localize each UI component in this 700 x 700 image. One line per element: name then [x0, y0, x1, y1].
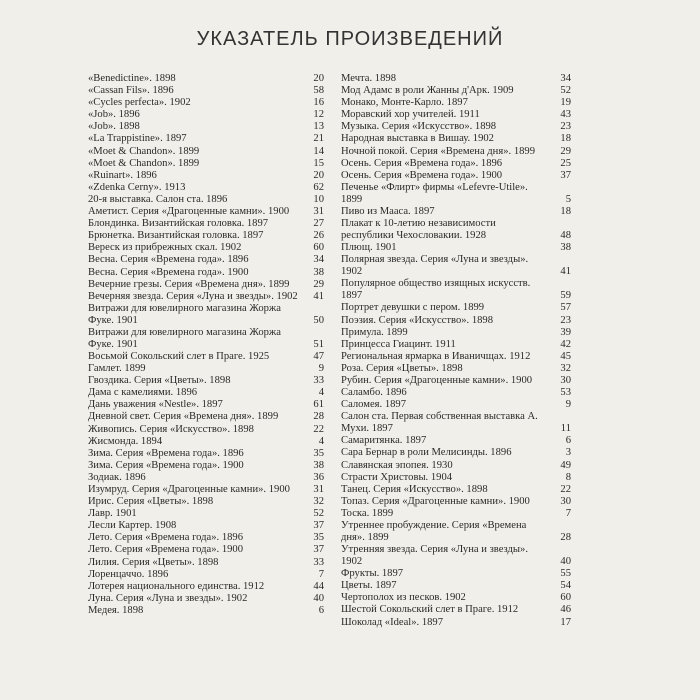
entry-page-number: 16: [313, 97, 324, 109]
entry-title: Полярная звезда. Серия «Луна и звезды». 1902: [341, 254, 529, 278]
index-entry: [341, 133, 571, 145]
index-entry: [341, 158, 571, 170]
entry-page-number: 6: [318, 604, 324, 616]
entry-title: Жисмонда. 1894: [88, 435, 163, 447]
entry-page-number: 58: [313, 85, 324, 97]
index-entry: [88, 267, 324, 279]
entry-page-number: 40: [313, 592, 324, 604]
index-entry: [341, 146, 571, 158]
index-column-right: [341, 73, 571, 629]
entry-page-number: 23: [560, 121, 571, 133]
entry-page-number: 22: [560, 483, 571, 495]
entry-page-number: 48: [560, 230, 571, 242]
entry-title: Плакат к 10-летию независимости республики Чехословакии. 1928: [341, 218, 496, 242]
entry-title: Дневной свет. Серия «Времена дня». 1899: [88, 411, 279, 423]
entry-title: Цветы. 1897: [341, 580, 397, 592]
index-entry: [341, 170, 571, 182]
entry-title: Сара Бернар в роли Мелисинды. 1896: [341, 447, 512, 459]
entry-title: Мод Адамс в роли Жанны д'Арк. 1909: [341, 85, 514, 97]
entry-title: Страсти Христовы. 1904: [341, 471, 453, 483]
entry-page-number: 46: [560, 604, 571, 616]
index-entry: [341, 351, 571, 363]
index-entry: [341, 327, 571, 339]
index-entry: [341, 399, 571, 411]
entry-page-number: 11: [560, 423, 571, 435]
entry-title: 20-я выставка. Салон ста. 1896: [88, 193, 228, 205]
entry-title: Лето. Серия «Времена года». 1900: [88, 544, 244, 556]
entry-title: Дань уважения «Nestle». 1897: [88, 399, 223, 411]
entry-page-number: 47: [313, 350, 324, 362]
entry-page-number: 26: [313, 230, 324, 242]
entry-page-number: 17: [560, 616, 571, 628]
entry-title: Дама с камелиями. 1896: [88, 387, 198, 399]
entry-title: Моравский хор учителей. 1911: [341, 109, 480, 121]
entry-title: Весна. Серия «Времена года». 1896: [88, 254, 249, 266]
entry-title: Салон ста. Первая собственная выставка А. Мухи. 1897: [341, 411, 538, 435]
index-entry: [341, 339, 571, 351]
entry-page-number: 30: [560, 495, 571, 507]
entry-page-number: 40: [560, 556, 571, 568]
entry-title: Вереск из прибрежных скал. 1902: [88, 242, 242, 254]
entry-page-number: 4: [318, 387, 324, 399]
entry-title: Музыка. Серия «Искусство». 1898: [341, 121, 497, 133]
entry-title: Осень. Серия «Времена года». 1900: [341, 169, 503, 181]
entry-title: «Cycles perfecta». 1902: [88, 97, 191, 109]
entry-title: Аметист. Серия «Драгоценные камни». 1900: [88, 206, 290, 218]
entry-page-number: 13: [313, 121, 324, 133]
entry-page-number: 7: [565, 507, 571, 519]
entry-page-number: 25: [560, 157, 571, 169]
index-entry: [88, 569, 324, 581]
entry-title: Саламбо. 1896: [341, 387, 407, 399]
index-entry: [341, 97, 571, 109]
index-entry: [88, 109, 324, 121]
entry-title: Самаритянка. 1897: [341, 435, 427, 447]
entry-page-number: 42: [560, 338, 571, 350]
entry-page-number: 5: [565, 193, 571, 205]
entry-page-number: 19: [560, 97, 571, 109]
entry-page-number: 41: [560, 266, 571, 278]
entry-title: «Job». 1896: [88, 109, 140, 121]
entry-title: Зодиак. 1896: [88, 471, 146, 483]
entry-title: Шоколад «Ideal». 1897: [341, 616, 444, 628]
entry-title: Саломея. 1897: [341, 399, 407, 411]
entry-title: Славянская эпопея. 1930: [341, 459, 453, 471]
entry-title: Восьмой Сокольский слет в Праге. 1925: [88, 350, 270, 362]
index-entry: [341, 387, 571, 399]
entry-title: Витражи для ювелирного магазина Жоржа Фуке. 1901: [88, 326, 281, 350]
entry-page-number: 35: [313, 532, 324, 544]
index-entry: [341, 508, 571, 520]
index-entry: [88, 363, 324, 375]
entry-page-number: 20: [313, 73, 324, 84]
index-entry: [88, 532, 324, 544]
entry-page-number: 38: [560, 242, 571, 254]
entry-page-number: 52: [560, 85, 571, 97]
index-entry: [341, 218, 571, 242]
entry-page-number: 21: [313, 133, 324, 145]
index-entry: [88, 375, 324, 387]
entry-title: Печенье «Флирт» фирмы «Lefevre-Utile». 1899: [341, 181, 528, 205]
entry-page-number: 41: [313, 290, 324, 302]
entry-title: Пиво из Мааса. 1897: [341, 205, 435, 217]
entry-page-number: 37: [560, 169, 571, 181]
entry-page-number: 45: [560, 350, 571, 362]
index-entry: [341, 496, 571, 508]
entry-page-number: 35: [313, 447, 324, 459]
entry-title: Вечерняя звезда. Серия «Луна и звезды». 1902: [88, 290, 298, 302]
entry-title: «Cassan Fils». 1896: [88, 85, 174, 97]
entry-title: «Ruinart». 1896: [88, 169, 157, 181]
entry-title: Танец. Серия «Искусство». 1898: [341, 483, 488, 495]
entry-page-number: 18: [560, 205, 571, 217]
index-entry: [341, 302, 571, 314]
index-entry: [88, 411, 324, 423]
entry-title: Шестой Сокольский слет в Праге. 1912: [341, 604, 519, 616]
entry-title: Фрукты. 1897: [341, 568, 404, 580]
index-entry: [88, 508, 324, 520]
index-entry: [341, 109, 571, 121]
entry-title: Чертополох из песков. 1902: [341, 592, 466, 604]
entry-page-number: 32: [560, 362, 571, 374]
entry-page-number: 4: [318, 435, 324, 447]
entry-page-number: 28: [560, 532, 571, 543]
entry-page-number: 7: [318, 568, 324, 580]
index-entry: [88, 544, 324, 556]
index-entry: [341, 484, 571, 496]
index-entry: [88, 496, 324, 508]
index-entry: [88, 194, 324, 206]
entry-page-number: 27: [313, 218, 324, 230]
entry-title: Поэзия. Серия «Искусство». 1898: [341, 314, 494, 326]
entry-title: Ирис. Серия «Цветы». 1898: [88, 496, 214, 508]
entry-page-number: 37: [313, 520, 324, 532]
index-entry: [341, 544, 571, 568]
index-entry: [341, 73, 571, 85]
entry-title: Принцесса Гиацинт. 1911: [341, 338, 456, 350]
entry-title: Медея. 1898: [88, 604, 144, 616]
index-entry: [88, 448, 324, 460]
index-entry: [341, 580, 571, 592]
index-entry: [341, 121, 571, 133]
entry-page-number: 31: [313, 206, 324, 218]
index-entry: [341, 278, 571, 302]
entry-title: Плющ. 1901: [341, 242, 397, 254]
index-entry: [88, 170, 324, 182]
entry-page-number: 34: [313, 254, 324, 266]
index-entry: [341, 182, 571, 206]
entry-title: «La Trappistine». 1897: [88, 133, 187, 145]
entry-page-number: 15: [313, 157, 324, 169]
index-entry: [88, 605, 324, 617]
entry-page-number: 49: [560, 459, 571, 471]
entry-page-number: 37: [313, 544, 324, 556]
index-column-left: [88, 73, 324, 617]
index-entry: [341, 447, 571, 459]
entry-title: Витражи для ювелирного магазина Жоржа Фуке. 1901: [88, 302, 281, 326]
index-entry: [341, 472, 571, 484]
entry-title: Гвоздика. Серия «Цветы». 1898: [88, 375, 231, 387]
entry-title: Лоренцаччо. 1896: [88, 568, 169, 580]
index-entry: [88, 73, 324, 85]
entry-title: «Benedictine». 1898: [88, 73, 176, 84]
entry-page-number: 55: [560, 568, 571, 580]
entry-page-number: 32: [313, 496, 324, 508]
entry-page-number: 38: [313, 459, 324, 471]
entry-title: Популярное общество изящных искусств. 1897: [341, 278, 531, 302]
entry-page-number: 22: [313, 423, 324, 435]
entry-page-number: 33: [313, 556, 324, 568]
entry-page-number: 9: [318, 363, 324, 375]
entry-title: Живопись. Серия «Искусство». 1898: [88, 423, 254, 435]
index-entry: [341, 254, 571, 278]
entry-title: Лето. Серия «Времена года». 1896: [88, 532, 244, 544]
entry-page-number: 50: [313, 314, 324, 326]
index-entry: [341, 592, 571, 604]
index-entry: [341, 375, 571, 387]
index-entry: [88, 182, 324, 194]
entry-title: Осень. Серия «Времена года». 1896: [341, 157, 503, 169]
index-entry: [88, 206, 324, 218]
entry-title: Луна. Серия «Луна и звезды». 1902: [88, 592, 248, 604]
index-entry: [88, 520, 324, 532]
index-entry: [88, 158, 324, 170]
entry-title: Вечерние грезы. Серия «Времена дня». 1899: [88, 278, 290, 290]
index-entry: [341, 460, 571, 472]
entry-page-number: 38: [313, 266, 324, 278]
index-entry: [88, 581, 324, 593]
entry-title: Лотерея национального единства. 1912: [88, 580, 265, 592]
entry-page-number: 60: [313, 242, 324, 254]
entry-title: Тоска. 1899: [341, 507, 394, 519]
index-entry: [88, 327, 324, 351]
index-entry: [88, 85, 324, 97]
entry-page-number: 53: [560, 387, 571, 399]
index-entry: [341, 242, 571, 254]
index-entry: [88, 121, 324, 133]
index-entry: [341, 206, 571, 218]
index-entry: [88, 593, 324, 605]
entry-page-number: 60: [560, 592, 571, 604]
index-entry: [88, 436, 324, 448]
entry-title: Брюнетка. Византийская головка. 1897: [88, 230, 264, 242]
index-entry: [341, 435, 571, 447]
entry-page-number: 30: [560, 374, 571, 386]
entry-title: Топаз. Серия «Драгоценные камни». 1900: [341, 495, 530, 507]
entry-page-number: 20: [313, 169, 324, 181]
entry-title: Зима. Серия «Времена года». 1896: [88, 447, 244, 459]
index-entry: [88, 230, 324, 242]
index-entry: [88, 218, 324, 230]
entry-title: Ночной покой. Серия «Времена дня». 1899: [341, 145, 536, 157]
entry-page-number: 62: [313, 181, 324, 193]
index-entry: [88, 387, 324, 399]
index-entry: [88, 254, 324, 266]
index-entry: [341, 617, 571, 629]
entry-title: Рубин. Серия «Драгоценные камни». 1900: [341, 374, 533, 386]
entry-page-number: 12: [313, 109, 324, 121]
index-entry: [88, 460, 324, 472]
index-entry: [88, 424, 324, 436]
entry-page-number: 44: [313, 580, 324, 592]
index-entry: [341, 568, 571, 580]
index-entry: [341, 315, 571, 327]
entry-page-number: 8: [565, 471, 571, 483]
entry-page-number: 36: [313, 471, 324, 483]
entry-title: Изумруд. Серия «Драгоценные камни». 1900: [88, 484, 290, 495]
index-entry: [88, 484, 324, 496]
entry-title: Роза. Серия «Цветы». 1898: [341, 362, 463, 374]
entry-title: Монако, Монте-Карло. 1897: [341, 97, 468, 109]
entry-title: Весна. Серия «Времена года». 1900: [88, 266, 249, 278]
entry-title: Портрет девушки с пером. 1899: [341, 302, 485, 314]
entry-title: Блондинка. Византийская головка. 1897: [88, 218, 269, 230]
index-entry: [88, 399, 324, 411]
entry-page-number: 39: [560, 326, 571, 338]
entry-page-number: 18: [560, 133, 571, 145]
entry-title: Утренняя звезда. Серия «Луна и звезды». 1902: [341, 544, 528, 568]
entry-title: Мечта. 1898: [341, 73, 396, 84]
index-entry: [341, 85, 571, 97]
entry-title: Лесли Картер. 1908: [88, 520, 177, 532]
entry-title: Зима. Серия «Времена года». 1900: [88, 459, 244, 471]
index-entry: [88, 557, 324, 569]
entry-page-number: 9: [565, 399, 571, 411]
index-entry: [88, 351, 324, 363]
index-entry: [341, 520, 571, 544]
index-entry: [88, 279, 324, 291]
entry-page-number: 54: [560, 580, 571, 592]
entry-title: Народная выставка в Вишау. 1902: [341, 133, 494, 145]
index-entry: [88, 303, 324, 327]
entry-page-number: 51: [313, 338, 324, 350]
entry-title: Утреннее пробуждение. Серия «Времена дня». 1899: [341, 520, 527, 543]
entry-page-number: 61: [313, 399, 324, 411]
entry-title: Лавр. 1901: [88, 508, 137, 520]
entry-page-number: 28: [313, 411, 324, 423]
entry-title: Гамлет. 1899: [88, 363, 146, 375]
index-entry: [341, 604, 571, 616]
entry-page-number: 31: [313, 484, 324, 495]
entry-page-number: 23: [560, 314, 571, 326]
entry-page-number: 29: [313, 278, 324, 290]
entry-title: Лилия. Серия «Цветы». 1898: [88, 556, 219, 568]
entry-page-number: 43: [560, 109, 571, 121]
entry-page-number: 34: [560, 73, 571, 84]
entry-page-number: 10: [313, 193, 324, 205]
entry-page-number: 59: [560, 290, 571, 302]
index-entry: [341, 363, 571, 375]
entry-title: Примула. 1899: [341, 326, 408, 338]
entry-page-number: 14: [313, 145, 324, 157]
entry-page-number: 29: [560, 145, 571, 157]
index-entry: [88, 146, 324, 158]
entry-page-number: 52: [313, 508, 324, 520]
entry-title: «Job». 1898: [88, 121, 140, 133]
index-entry: [341, 411, 571, 435]
index-entry: [88, 472, 324, 484]
entry-page-number: 3: [565, 447, 571, 459]
page-title: УКАЗАТЕЛЬ ПРОИЗВЕДЕНИЙ: [196, 28, 504, 50]
index-entry: [88, 133, 324, 145]
entry-page-number: 6: [565, 435, 571, 447]
entry-page-number: 57: [560, 302, 571, 314]
index-entry: [88, 242, 324, 254]
entry-title: «Zdenka Cerny». 1913: [88, 181, 186, 193]
entry-title: «Moet & Chandon». 1899: [88, 157, 200, 169]
entry-page-number: 33: [313, 375, 324, 387]
index-entry: [88, 97, 324, 109]
entry-title: «Moet & Chandon». 1899: [88, 145, 200, 157]
index-entry: [88, 291, 324, 303]
entry-title: Региональная ярмарка в Иваничщах. 1912: [341, 350, 531, 362]
